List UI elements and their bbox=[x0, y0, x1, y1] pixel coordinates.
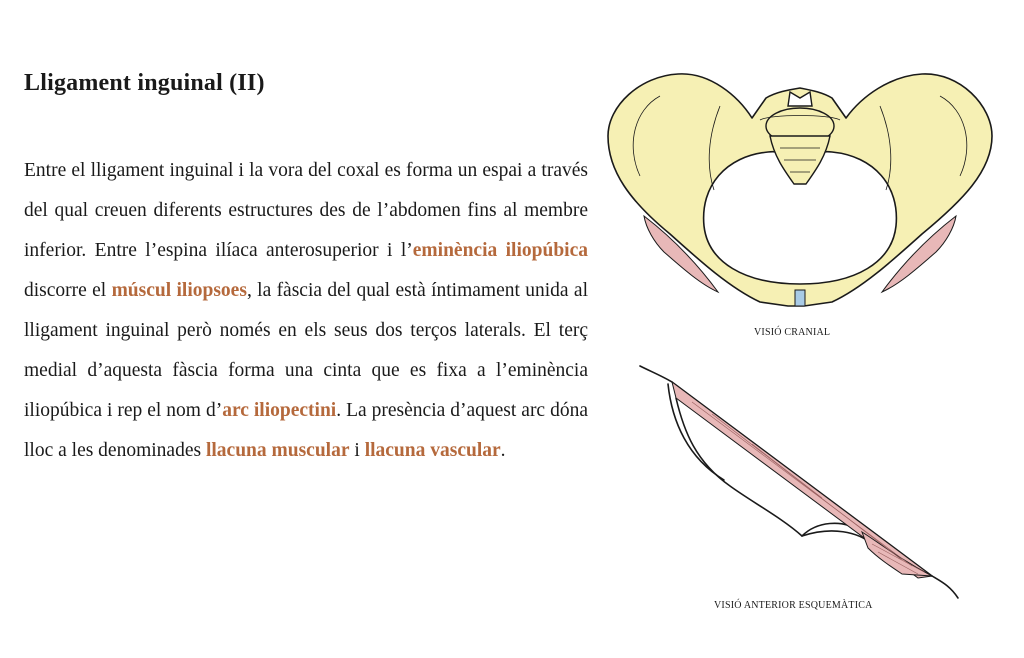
anterior-view-caption: VISIÓ ANTERIOR ESQUEMÀTICA bbox=[714, 600, 873, 611]
highlighted-term: llacuna vascular bbox=[364, 440, 501, 461]
inguinal-anterior-schematic-illustration bbox=[632, 362, 972, 602]
highlighted-term: eminència iliopúbica bbox=[412, 240, 588, 261]
paragraph-text: discorre el bbox=[24, 280, 112, 301]
paragraph-text: . bbox=[500, 440, 506, 461]
highlighted-term: arc iliopectini bbox=[222, 400, 337, 421]
pelvis-cranial-view-illustration bbox=[600, 66, 1000, 310]
highlighted-term: múscul iliopsoes bbox=[111, 280, 247, 301]
highlighted-term: llacuna muscular bbox=[205, 440, 350, 461]
cranial-view-caption: VISIÓ CRANIAL bbox=[754, 327, 831, 338]
page-title: Lligament inguinal (II) bbox=[24, 70, 265, 96]
paragraph-text: , la fàscia del qual està íntimament unida al lligament inguinal però només en els seus dos terços laterals. El terç medial d’aquesta fàscia forma una cinta que es fixa a l’eminència iliopúbica i rep el nom d’ bbox=[24, 280, 588, 421]
paragraph-text: Entre el lligament inguinal i la vora del coxal es forma un espai a través del qual creuen diferents estructures des de l’abdomen fins al membre inferior. Entre l’espina ilíaca anterosuperior i l’ bbox=[24, 160, 588, 261]
body-paragraph bbox=[24, 151, 588, 471]
paragraph-text: i bbox=[349, 440, 365, 461]
paragraph-text: . La presència d’aquest arc dóna lloc a les denominades bbox=[24, 400, 588, 461]
